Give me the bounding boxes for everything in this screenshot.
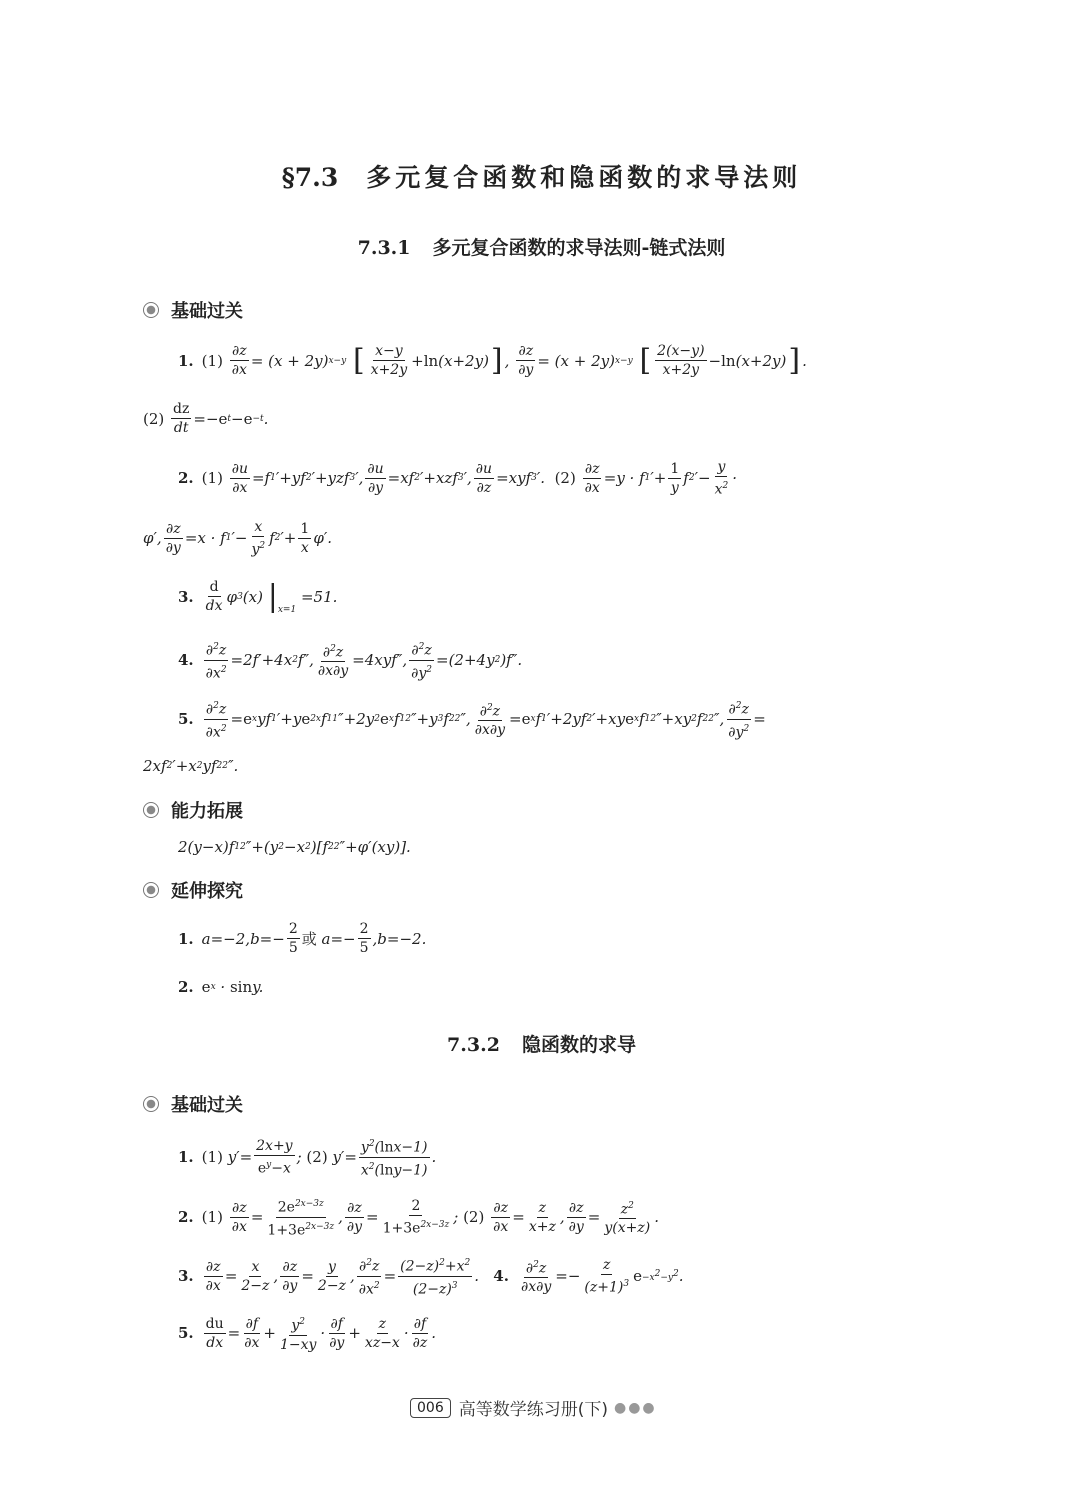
bullet-icon bbox=[143, 302, 159, 318]
answer-5: 5. $\frac{\partial^2z}{\partial x^2}$ = e x yf 1 ′+y e 2x f 11 ″+2y 2 e x f 12 ″+y 3 f 22 ″, $\frac{\partial^2z}{\partial x\partial y}$ = e x f 1 ′+2yf 2 ′+xy e x f 12 ″+xy 2 f 22 ″, $\frac{\partial^2z}{\partial y^2}$ = bbox=[178, 697, 766, 741]
category-label: 能力拓展 bbox=[171, 801, 243, 822]
answer-1-1: 1. (1) $\frac{\partial z}{\partial x}$ = (x + 2y) x−y [ $\frac{x-y}{x+2y}$ + ln (x+2y) ] , $\frac{\partial z}{\partial y}$ = (x + 2y) x−y [ $\frac{2(x-y)}{x+2y}$ − ln (x+2y) ] . bbox=[178, 342, 807, 378]
implicit-answer-1: 1. (1) y′= $\frac{2x+y}{e^y-x}$ ; (2) y′= $\frac{y^2(\ln x-1)}{x^2(\ln y-1)}$ . bbox=[178, 1135, 436, 1179]
section-text: 多元复合函数和隐函数的求导法则 bbox=[366, 163, 802, 192]
answer-3: 3. $\frac{d}{dx}$ φ 3 (x) | $_{x=1}$ =51. bbox=[178, 578, 338, 615]
bullet-icon bbox=[143, 1096, 159, 1112]
ability-answer: 2(y−x)f 12 ″+(y 2 −x 2 )[f 22 ″+φ′(xy)]. bbox=[178, 838, 411, 856]
subsection-title-2 bbox=[0, 1030, 1083, 1057]
subsection-text: 隐函数的求导 bbox=[521, 1034, 636, 1056]
category-basic-1 bbox=[143, 297, 243, 323]
bullet-icon bbox=[143, 882, 159, 898]
subsection-number: 7.3.2 bbox=[447, 1034, 500, 1056]
subsection-text: 多元复合函数的求导法则-链式法则 bbox=[432, 237, 726, 259]
dots-icon: ●●● bbox=[614, 1399, 657, 1416]
bullet-icon bbox=[143, 802, 159, 818]
subsection-number: 7.3.1 bbox=[357, 237, 411, 259]
page-footer bbox=[410, 1395, 657, 1420]
implicit-answer-2: 2. (1) $\frac{\partial z}{\partial x}$ = $\frac{2e^{2x-3z}}{1+3e^{2x-3z}}$ , $\frac{\partial z}{\partial y}$ = $\frac{2}{1+3e^{2x-3z}}$ ; (2) $\frac{\partial z}{\partial x}$ = $\frac{z}{x+z}$ , $\frac{\partial z}{\partial y}$ = $\frac{z^2}{y(x+z)}$ . bbox=[178, 1195, 659, 1239]
category-label: 基础过关 bbox=[171, 301, 243, 322]
answer-2: 2. (1) $\frac{\partial u}{\partial x}$ =f 1 ′+yf 2 ′+yzf 3 ′, $\frac{\partial u}{\partial y}$ =xf 2 ′+xzf 3 ′, $\frac{\partial u}{\partial z}$ =xyf 3 ′. (2) $\frac{\partial z}{\partial x}$ =y · f 1 ′+ $\frac{1}{y}$ f 2 ′− $\frac{y}{x^2}$ · bbox=[178, 459, 737, 498]
answer-5-cont: 2xf 2 ′+x 2 yf 22 ″. bbox=[143, 757, 239, 775]
implicit-answer-5: 5. $\frac{du}{dx}$ = $\frac{\partial f}{\partial x}$ + $\frac{y^2}{1-xy}$ · $\frac{\partial f}{\partial y}$ + $\frac{z}{xz-x}$ · $\frac{\partial f}{\partial z}$ . bbox=[178, 1313, 436, 1354]
answer-1-2: (2) $\frac{dz}{dt}$ =− e t − e −t . bbox=[143, 401, 269, 436]
section-number: §7.3 bbox=[281, 163, 339, 192]
book-title: 高等数学练习册(下) bbox=[458, 1400, 608, 1420]
category-ability bbox=[143, 797, 243, 823]
category-label: 延伸探究 bbox=[171, 881, 243, 902]
subsection-title-1 bbox=[0, 233, 1083, 260]
category-basic-2 bbox=[143, 1091, 243, 1117]
answer-4: 4. $\frac{\partial^2z}{\partial x^2}$ =2f′+4x 2 f″, $\frac{\partial^2z}{\partial x\partial y}$ =4xyf″, $\frac{\partial^2z}{\partial y^2}$ =(2+4y 2 )f″. bbox=[178, 638, 522, 682]
page-number: 006 bbox=[410, 1398, 451, 1418]
answer-2-cont: φ′, $\frac{\partial z}{\partial y}$ =x · f 1 ′− $\frac{x}{y^2}$ f 2 ′+ $\frac{1}{x}$ φ′. bbox=[143, 519, 332, 558]
section-title bbox=[0, 158, 1083, 194]
extend-answer-2: 2. e x · sin y. bbox=[178, 978, 264, 996]
extend-answer-1: 1. a=−2,b=− $\frac{2}{5}$ 或 a=− $\frac{2}{5}$ ,b=−2. bbox=[178, 921, 427, 956]
implicit-answer-3-4: 3. $\frac{\partial z}{\partial x}$ = $\frac{x}{2-z}$ , $\frac{\partial z}{\partial y}$ = $\frac{y}{2-z}$ , $\frac{\partial^2z}{\partial x^2}$ = $\frac{(2-z)^2+x^2}{(2-z)^3}$ . 4. $\frac{\partial^2z}{\partial x\partial y}$ =− $\frac{z}{(z+1)^3}$ e $-x^2-y^2$ . bbox=[178, 1254, 683, 1298]
category-label: 基础过关 bbox=[171, 1095, 243, 1116]
category-extend bbox=[143, 877, 243, 903]
